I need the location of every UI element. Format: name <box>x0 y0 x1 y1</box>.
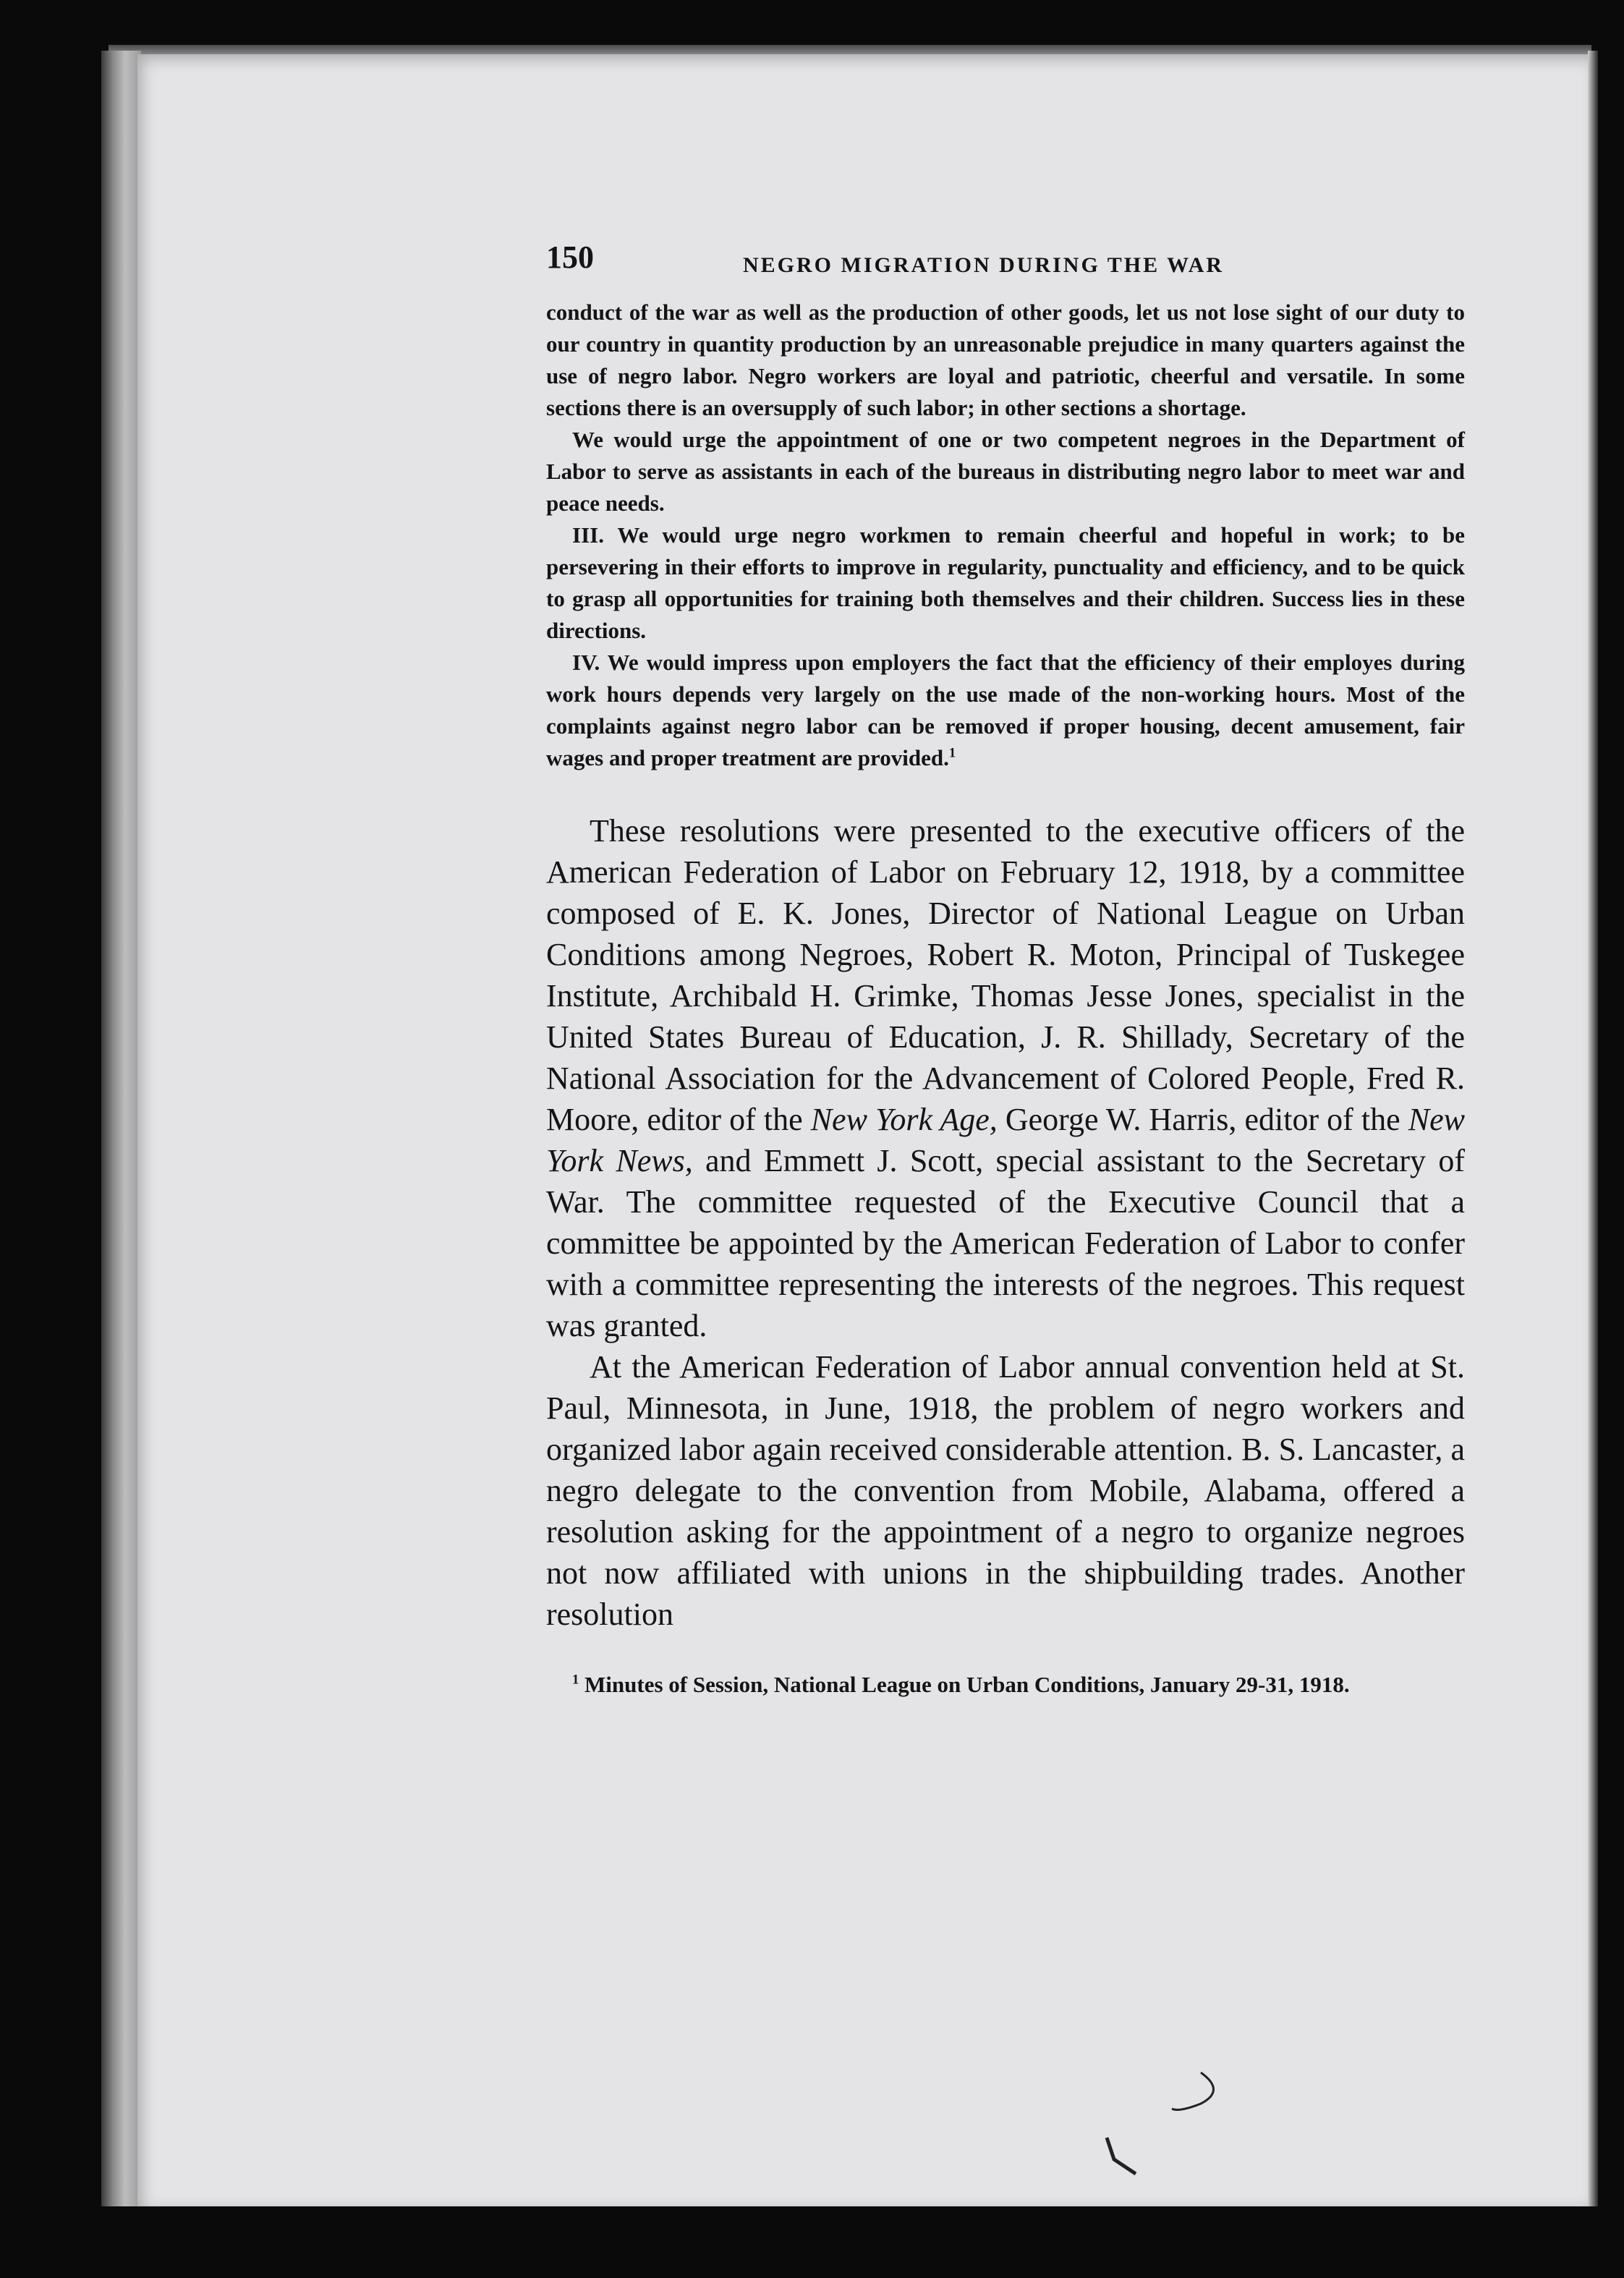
body-text-run: These resolutions were presented to the executive officers of the American Federation of Labor on February 12, 1918, by a committee composed of E. K. Jones, Director of National League on Urban Conditions among Negroes, Robert R. Moton, Principal of Tuskegee Institute, Archibald H. Grimke, Thomas Jesse Jones, specialist in the United States Bureau of Education, J. R. Shillady, Secretary of the National Association for the Advancement of Colored People, Fred R. Moore, editor of the <box>546 813 1465 1137</box>
newspaper-title: New York News, <box>546 1102 1465 1178</box>
footnote-reference: 1 <box>948 745 956 761</box>
extract-paragraph <box>546 647 1465 774</box>
body-paragraph <box>546 810 1465 1346</box>
page-content <box>546 239 1465 1699</box>
extract-paragraph: conduct of the war as well as the production of other goods, let us not lose sight of our duty to our country in quantity production by an unreasonable prejudice in many quarters against the use of negro labor. Negro workers are loyal and patriotic, cheerful and versatile. In some sections there is an oversupply of such labor; in other sections a shortage. <box>546 299 1465 420</box>
pencil-mark <box>1092 2069 1237 2185</box>
body-text-run: and Emmett J. Scott, special assistant to the Secretary of War. The committee requested of the Executive Council that a committee be appointed by the American Federation of Labor to confer with a committee representing the interests of the negroes. This request was granted. <box>546 1143 1465 1343</box>
body-paragraph: At the American Federation of Labor annual convention held at St. Paul, Minnesota, in June, 1918, the problem of negro workers and organized labor again received considerable attention. B. S. Lancaster, a negro delegate to the convention from Mobile, Alabama, offered a resolution asking for the appointment of a negro to organize negroes not now affiliated with unions in the shipbuilding trades. Another resolution <box>546 1349 1465 1632</box>
extract-paragraph: III. We would urge negro workmen to remain cheerful and hopeful in work; to be persevering in their efforts to improve in regularity, punctuality and efficiency, and to be quick to grasp all opportunities for training both themselves and their children. Success lies in these directions. <box>546 522 1465 643</box>
footnote <box>546 1671 1465 1699</box>
running-title: NEGRO MIGRATION DURING THE WAR <box>743 253 1225 277</box>
footnote-text: Minutes of Session, National League on Urban Conditions, January 29-31, 1918. <box>584 1672 1350 1697</box>
body-text <box>546 810 1465 1635</box>
extract-paragraph: We would urge the appointment of one or two competent negroes in the Department of Labor to serve as assistants in each of the bureaus in distributing negro labor to meet war and peace needs. <box>546 427 1465 516</box>
running-head <box>546 239 1465 289</box>
extract-text: IV. We would impress upon employers the fact that the efficiency of their employes during work hours depends very largely on the use made of the non-working hours. Most of the complaints against negro labor can be removed if proper housing, decent amusement, fair wages and proper treatment are provided. <box>546 650 1465 770</box>
book-spine <box>101 51 141 2206</box>
footnote-marker: 1 <box>572 1672 579 1688</box>
page-number: 150 <box>546 239 594 275</box>
book-page-edge-right <box>1588 51 1598 2206</box>
body-text-run: George W. Harris, editor of the <box>997 1102 1408 1137</box>
newspaper-title: New York Age, <box>810 1102 998 1137</box>
quoted-resolutions <box>546 297 1465 774</box>
